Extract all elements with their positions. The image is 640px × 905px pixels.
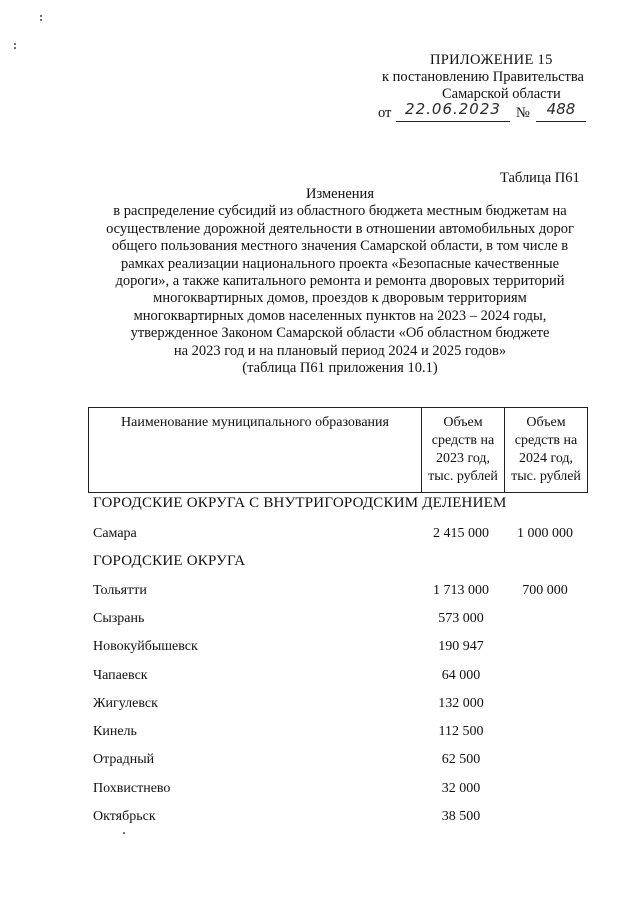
municipality-name: Октябрьск (93, 809, 156, 824)
title-line: Изменения (306, 186, 374, 202)
municipality-name: Жигулевск (93, 696, 158, 711)
column-header-2023-line: тыс. рублей (428, 469, 498, 484)
value-2023: 64 000 (441, 668, 481, 683)
title-line: рамках реализации национального проекта «Безопасные качественные (120, 255, 560, 272)
table-row (93, 696, 593, 716)
value-2023: 38 500 (441, 809, 481, 824)
municipality-name: Отрадный (93, 752, 155, 767)
value-2023: 62 500 (441, 752, 481, 767)
table-row (93, 611, 593, 631)
title-line: многоквартирных домов, проездов к дворовым территориям (153, 290, 527, 307)
column-header-2023-line: 2023 год, (435, 451, 491, 466)
resolution-line: к постановлению Правительства (382, 69, 584, 85)
handwritten-date: 22.06.2023 (396, 101, 510, 122)
column-header-2023-line: средств на (431, 433, 495, 448)
column-header-2024-line: 2024 год, (518, 451, 574, 466)
table-row (93, 639, 593, 659)
column-header-municipality: Наименование муниципального образования (89, 408, 422, 493)
section-heading: ГОРОДСКИЕ ОКРУГА С ВНУТРИГОРОДСКИМ ДЕЛЕНИЕМ (93, 495, 507, 511)
municipality-name: Тольятти (93, 583, 147, 598)
column-header-2023-line: Объем (443, 415, 483, 430)
table-row (93, 809, 593, 829)
region-line: Самарской области (442, 86, 561, 102)
table-row (93, 752, 593, 772)
value-2023: 1 713 000 (433, 583, 489, 598)
title-line: многоквартирных домов населенных пунктов на 2023 – 2024 годы, (133, 307, 547, 324)
title-line: на 2023 год и на плановый период 2024 и 2025 годов» (173, 342, 507, 359)
number-label: № (516, 105, 530, 121)
value-2023: 132 000 (438, 696, 484, 711)
table-row (93, 781, 593, 801)
title-line: осуществление дорожной деятельности в отношении автомобильных дорог (106, 220, 574, 237)
value-2023: 112 500 (438, 724, 484, 739)
title-line: (таблица П61 приложения 10.1) (242, 360, 438, 377)
value-2024: 1 000 000 (517, 526, 573, 541)
municipality-name: Кинель (93, 724, 137, 739)
section-heading: ГОРОДСКИЕ ОКРУГА (93, 553, 246, 569)
document-title (95, 186, 585, 377)
column-header-2023 (422, 408, 505, 493)
title-line: в распределение субсидий из областного бюджета местным бюджетам на (113, 203, 567, 220)
table-header (88, 407, 588, 493)
title-line: дороги», а также капитального ремонта и ремонта дворовых территорий (115, 273, 565, 290)
municipality-name: Сызрань (93, 611, 145, 626)
appendix-header (360, 52, 600, 127)
value-2024: 700 000 (522, 583, 568, 598)
handwritten-number: 488 (536, 101, 586, 122)
table-row (93, 668, 593, 688)
title-line: утвержденное Законом Самарской области «Об областном бюджете (130, 325, 550, 342)
table-row (93, 526, 593, 546)
table-row (93, 724, 593, 744)
appendix-title: ПРИЛОЖЕНИЕ 15 (430, 52, 553, 68)
municipality-name: Новокуйбышевск (93, 639, 198, 654)
column-header-2024 (505, 408, 588, 493)
column-header-2024-line: тыс. рублей (511, 469, 581, 484)
municipality-name: Похвистнево (93, 781, 171, 796)
date-number-line (360, 100, 600, 127)
value-2023: 190 947 (438, 639, 484, 654)
title-line: общего пользования местного значения Самарской области, в том числе в (111, 238, 569, 255)
municipality-name: Чапаевск (93, 668, 148, 683)
column-header-2024-line: средств на (514, 433, 578, 448)
value-2023: 32 000 (441, 781, 481, 796)
value-2023: 2 415 000 (433, 526, 489, 541)
from-label: от (378, 105, 392, 121)
table-label: Таблица П61 (500, 170, 580, 186)
table-row (93, 583, 593, 603)
municipality-name: Самара (93, 526, 137, 541)
value-2023: 573 000 (438, 611, 484, 626)
column-header-2024-line: Объем (526, 415, 566, 430)
